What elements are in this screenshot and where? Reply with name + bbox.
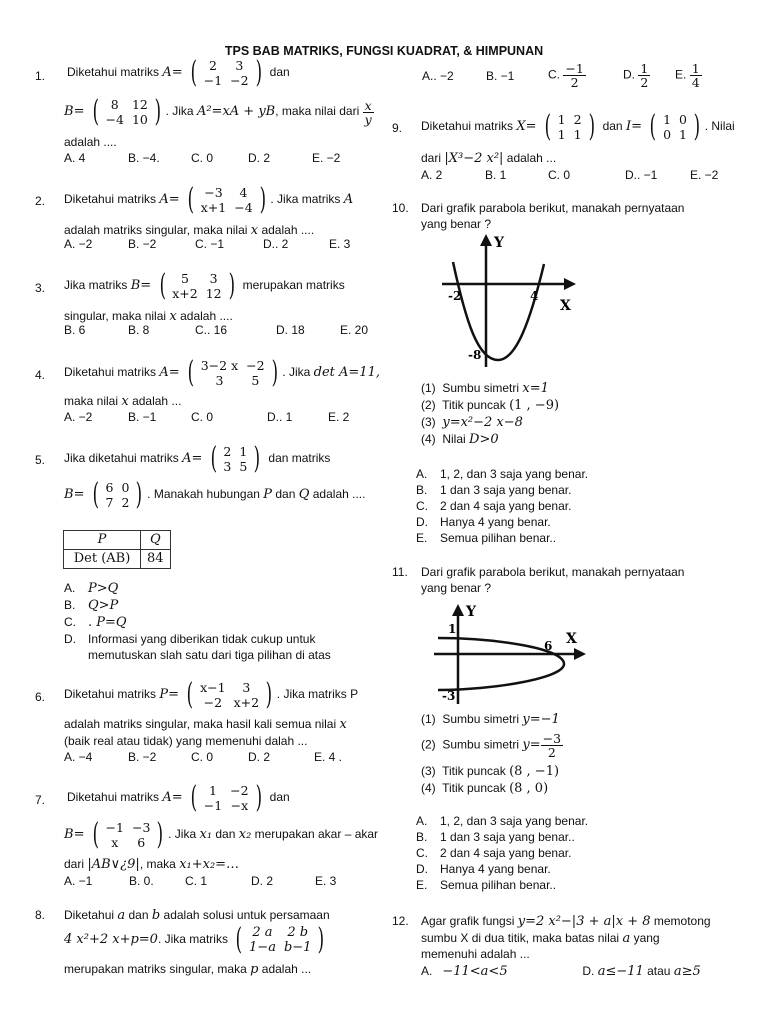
option-b[interactable]: B. −4. <box>128 151 160 165</box>
matrix-A: ( 2 3 −1 −2 ) <box>190 55 262 90</box>
y-label: Y <box>494 235 504 251</box>
option-d[interactable]: D. 2 <box>248 750 271 764</box>
option-a[interactable]: A. −4 <box>64 750 93 764</box>
option-b[interactable]: B. 1 <box>485 168 507 182</box>
option-e[interactable]: E. 20 <box>340 323 369 337</box>
option-a[interactable]: A. P>Q <box>64 581 119 596</box>
matrix-A: ( 1 −2 −1 −x ) <box>190 780 262 815</box>
q12-options <box>421 963 701 980</box>
option-e[interactable]: E. −2 <box>312 151 341 165</box>
q7-options <box>64 873 336 889</box>
option-c[interactable]: C. 2 dan 4 saja yang benar. <box>416 499 572 513</box>
q9-options <box>421 167 718 183</box>
x-label: X <box>560 298 571 314</box>
option-d[interactable]: D. 2 <box>251 874 274 888</box>
parabola-curve <box>453 262 544 360</box>
q8-options <box>422 62 702 89</box>
y-label: Y <box>466 604 476 620</box>
option-c[interactable]: C. 2 dan 4 saja yang benar. <box>416 846 572 860</box>
matrix-B: ( 5 3 x+2 12 ) <box>159 268 235 303</box>
question-number: 4. <box>35 368 46 382</box>
option-d[interactable]: D. $\frac{1}{2}$ <box>623 61 649 90</box>
x-arrow-icon <box>574 648 586 660</box>
parabola-graph-1 <box>436 232 586 372</box>
option-d[interactable]: D.. 2 <box>263 237 289 251</box>
x-intercept-label: 6 <box>544 639 553 653</box>
matrix-A: ( 2 1 3 5 ) <box>210 441 261 476</box>
root-label-right: 4 <box>530 289 539 303</box>
question-number: 10. <box>392 201 409 215</box>
root-label-left: -2 <box>448 289 462 303</box>
option-b[interactable]: B. −1 <box>128 410 157 424</box>
option-c[interactable]: C. −1 <box>195 237 225 251</box>
q3-options <box>64 322 368 338</box>
question-number: 7. <box>35 793 46 807</box>
option-a[interactable]: A. −11<a<5 <box>421 964 508 979</box>
matrix-B: ( 8 12 −4 10 ) <box>92 94 161 129</box>
option-c[interactable]: C. 0 <box>548 168 571 182</box>
option-c[interactable]: C. 0 <box>191 410 214 424</box>
q1-line1: Diketahui matriks A= ( 2 3 −1 −2 ) dan <box>67 55 290 90</box>
y-intercept-top-label: 1 <box>448 622 457 636</box>
option-d[interactable]: D. Informasi yang diberikan tidak cukup untuk <box>64 632 316 646</box>
option-d[interactable]: D. 2 <box>248 151 271 165</box>
question-number: 12. <box>392 914 409 928</box>
x-label: X <box>566 631 577 647</box>
option-d[interactable]: D. 18 <box>276 323 305 337</box>
parabola-graph-2 <box>414 598 594 708</box>
option-a[interactable]: A. −1 <box>64 874 93 888</box>
y-arrow-icon <box>452 604 464 616</box>
question-number: 3. <box>35 281 46 295</box>
option-e[interactable]: E. Semua pilihan benar.. <box>416 878 557 892</box>
question-number: 6. <box>35 690 46 704</box>
option-e[interactable]: E. Semua pilihan benar.. <box>416 531 557 545</box>
option-a[interactable]: B. 6 <box>64 323 86 337</box>
option-b[interactable]: B. 1 dan 3 saja yang benar.. <box>416 830 575 844</box>
option-c[interactable]: C. 1 <box>185 874 208 888</box>
q2-options <box>64 236 350 252</box>
y-arrow-icon <box>480 234 492 246</box>
option-a[interactable]: A.. −2 <box>422 68 454 83</box>
matrix-P: ( x−1 3 −2 x+2 ) <box>187 677 273 712</box>
option-c[interactable]: C. . P=Q <box>64 615 127 630</box>
option-d[interactable]: D. a≤−11 atau a≥5 <box>582 964 701 979</box>
worksheet-page: TPS BAB MATRIKS, FUNGSI KUADRAT, & HIMPUNAN 1. Diketahui matriks A= ( 2 3 −1 −2 ) dan B= ( 8 12 −4 10 ) . Jika A²=xA + yB, maka nilai dari $\frac{x}{y}$ adalah .... A. 4 B. −4. C. 0 D. 2 E. −2 2. Diketahui matriks A= ( −3 4 x+1 −4 ) . Jika matriks A adalah matriks singular, maka nilai x adalah .... A. −2 B. −2 C. −1 D.. 2 E. 3 3. Jika matriks B= ( 5 3 x+2 12 ) merupakan matriks singular, maka nilai x adalah .... B. 6 B. 8 C.. 16 D. 18 E. 20 4. Diketahui matriks A= ( 3−2 x −2 3 5 ) . Jika det A=11, maka nilai x adalah ... A. −2 B. −1 C. 0 D.. 1 E. 2 5. Jika diketahui matriks A= ( 2 1 3 5 ) dan matriks B= ( 6 0 7 2 ) . Manakah hubungan P dan Q adalah .... P Q Det (AB) 84 A. P>Q B. Q>P C. . P=Q D. Informasi yang diberikan tidak cukup untuk memutuskan slah satu dari tiga pilihan di atas 6. Diketahui matriks P= ( x−1 3 −2 x+2 ) . Jika matriks P adalah matriks singular, maka hasil kali semua nilai x (baik real atau tidak) yang memenuhi dalah ... A. −4 B. −2 C. 0 D. 2 E. 4 . 7. Diketahui matriks A= ( 1 −2 −1 −x ) dan B= ( −1 −3 x 6 ) . Jika x₁ dan x₂ merupakan akar – akar dari |AB∨¿9|, maka x₁+x₂=… A. −1 B. 0. C. 1 D. 2 E. 3 8. Diketahui a dan b adalah solusi untuk persamaan 4 x²+2 x+p=0. Jika matriks ( 2 a 2 b 1−a b−1 ) merupakan matriks singular, maka p adalah ... A.. −2 B. −1 C. $\frac{-1}{2}$ D. $\frac{1}{2}$ E. $\frac{1}{4}$ 9. Diketahui matriks X= ( 1 2 1 1 ) dan I= ( 1 0 0 1 ) . Nilai dari |X³−2 x²| adalah ... A. 2 B. 1 C. 0 D.. −1 E. −2 10. Dari grafik parabola berikut, manakah pernyataan yang benar ? Y X -2 4 -8 (1) Sumbu simetri x=1 (2) Titik puncak (1 , −9) (3) y=x²−2 x−8 (4) Nilai D>0 A. 1, 2, dan 3 saja yang benar. B. 1 dan 3 saja yang benar. C. 2 dan 4 saja yang benar. D. Hanya 4 yang benar. E. Semua pilihan benar.. 11. Dari grafik parabola berikut, manakah pernyataan yang benar ? Y X 1 6 -3 (1) Sumbu simetri y=−1 (2) Sumbu simetri y= $\frac{-3}{2}$ (3) Titik puncak (8 , −1) (4) Titik puncak (8 , 0) A. 1, 2, dan 3 saja yang benar. B. 1 dan 3 saja yang benar.. C. 2 dan 4 saja yang benar. D. Hanya 4 yang benar. E. Semua pilihan benar.. 12. Agar grafik fungsi y=2 x²−|3 + a|x + 8 memotong sumbu X di dua titik, maka batas nilai a yang memenuhi adalah ... A. −11<a<5 D. a≤−11 atau a≥5 <box>0 0 768 1024</box>
option-d[interactable]: D.. −1 <box>625 168 658 182</box>
option-c[interactable]: C. $\frac{-1}{2}$ <box>548 61 584 90</box>
pq-table: P Q Det (AB) 84 <box>63 530 171 569</box>
y-intercept-bottom-label: -3 <box>442 689 456 703</box>
q1-line2: B= ( 8 12 −4 10 ) . Jika A²=xA + yB, maka nilai dari $\frac{x}{y}$ <box>64 94 372 129</box>
option-a[interactable]: A. −2 <box>64 410 93 424</box>
option-e[interactable]: E. $\frac{1}{4}$ <box>675 61 700 90</box>
option-b[interactable]: B. −2 <box>128 750 157 764</box>
option-a[interactable]: A. 4 <box>64 151 86 165</box>
option-d[interactable]: D.. 1 <box>267 410 293 424</box>
matrix-A: ( −3 4 x+1 −4 ) <box>187 182 266 217</box>
option-a[interactable]: A. 1, 2, dan 3 saja yang benar. <box>416 467 589 481</box>
question-number: 1. <box>35 69 46 83</box>
q11-statements: (1) Sumbu simetri y=−1 (2) Sumbu simetri y= $\frac{-3}{2}$ (3) Titik puncak (8 , −1) (4) Titik puncak (8 , 0) <box>421 712 562 796</box>
matrix-I: ( 1 0 0 1 ) <box>649 109 701 144</box>
matrix-B: ( −1 −3 x 6 ) <box>92 817 164 852</box>
matrix-X: ( 1 2 1 1 ) <box>544 109 595 144</box>
q5-options: A. P>Q B. Q>P C. . P=Q D. Informasi yang diberikan tidak cukup untuk memutuskan slah satu dari tiga pilihan di atas <box>64 581 331 662</box>
option-b[interactable]: B. Q>P <box>64 598 119 613</box>
page-title: TPS BAB MATRIKS, FUNGSI KUADRAT, & HIMPUNAN <box>224 44 544 58</box>
option-b[interactable]: B. 8 <box>128 323 150 337</box>
option-d[interactable]: D. Hanya 4 yang benar. <box>416 862 551 876</box>
option-a[interactable]: A. 1, 2, dan 3 saja yang benar. <box>416 814 589 828</box>
matrix-M: ( 2 a 2 b 1−a b−1 ) <box>235 922 325 957</box>
q10-statements: (1) Sumbu simetri x=1 (2) Titik puncak (1 , −9) (3) y=x²−2 x−8 (4) Nilai D>0 <box>421 381 560 447</box>
question-number: 2. <box>35 194 46 208</box>
option-b[interactable]: B. −2 <box>128 237 157 251</box>
option-c[interactable]: C. 0 <box>191 750 214 764</box>
option-b[interactable]: B. 1 dan 3 saja yang benar. <box>416 483 572 497</box>
option-b[interactable]: B. −1 <box>486 68 515 83</box>
option-e[interactable]: E. 4 . <box>314 750 343 764</box>
question-number: 9. <box>392 121 403 135</box>
q11-options <box>416 813 588 893</box>
x-arrow-icon <box>564 278 576 290</box>
q6-options <box>64 749 342 765</box>
option-e[interactable]: E. 3 <box>315 874 337 888</box>
q2-line1: Diketahui matriks A= ( −3 4 x+1 −4 ) . Jika matriks A <box>64 182 354 217</box>
option-e[interactable]: E. 3 <box>329 237 351 251</box>
q4-options <box>64 409 349 425</box>
q1-options <box>64 150 340 166</box>
question-number: 5. <box>35 453 46 467</box>
matrix-A: ( 3−2 x −2 3 5 ) <box>187 355 278 390</box>
option-e[interactable]: E. 2 <box>328 410 350 424</box>
fraction-x-y: $\frac{x}{y}$ <box>364 97 372 127</box>
option-c[interactable]: C.. 16 <box>195 323 228 337</box>
option-d[interactable]: D. Hanya 4 yang benar. <box>416 515 551 529</box>
question-number: 11. <box>392 565 408 579</box>
matrix-B: ( 6 0 7 2 ) <box>92 477 143 512</box>
option-c[interactable]: C. 0 <box>191 151 214 165</box>
option-b[interactable]: B. 0. <box>129 874 154 888</box>
option-e[interactable]: E. −2 <box>690 168 719 182</box>
option-a[interactable]: A. 2 <box>421 168 443 182</box>
q10-options <box>416 466 588 546</box>
question-number: 8. <box>35 908 46 922</box>
option-a[interactable]: A. −2 <box>64 237 93 251</box>
y-intercept-label: -8 <box>468 348 482 362</box>
